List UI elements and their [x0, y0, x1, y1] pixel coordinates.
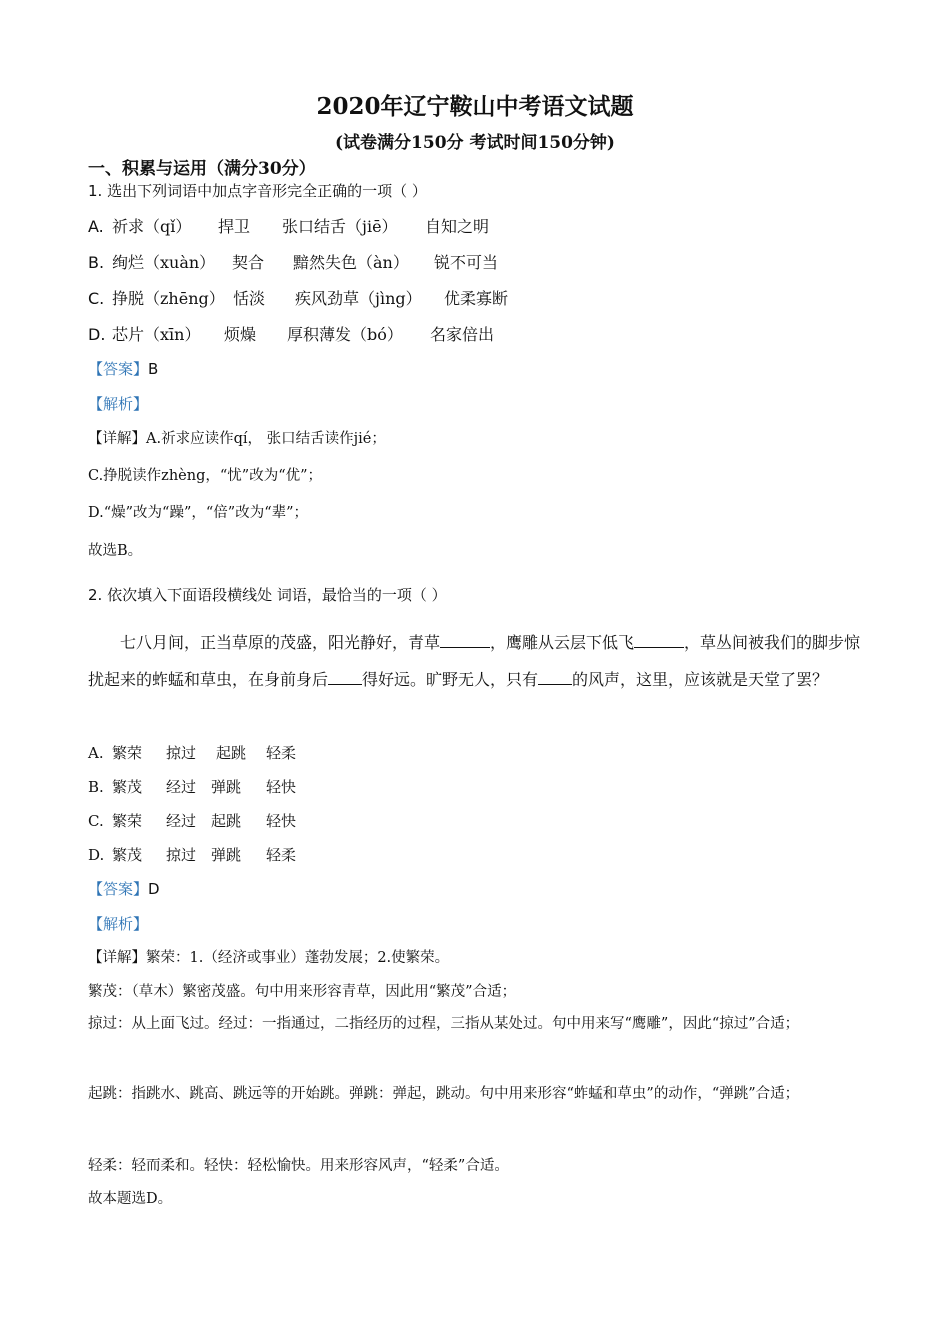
- option-item: 轻快: [266, 812, 297, 830]
- answer-tag: 【答案】: [88, 360, 149, 378]
- option-item: 轻快: [266, 778, 297, 796]
- page-title: 2020年辽宁鞍山中考语文试题: [316, 93, 634, 120]
- passage-text: 的风声，这里，应该就是天堂了罢？: [572, 670, 829, 689]
- option-label: B.: [88, 778, 104, 796]
- option-label: D.: [88, 325, 106, 344]
- question-2-detail-line: 掠过：从上面飞过。经过：一指通过，二指经历的过程，三指从某处过。句中用来写“鹰雕”，因此“掠过”合适；: [88, 1016, 800, 1032]
- option-item: 挣脱（zhēng）: [112, 289, 225, 308]
- answer-value: B: [148, 360, 159, 378]
- option-item: 祈求（qǐ）: [112, 217, 192, 236]
- question-2-detail-line: 故本题选D。: [88, 1191, 173, 1207]
- question-2-option-a: [88, 742, 296, 763]
- passage-text: ，鹰雕从云层下低飞: [490, 633, 635, 652]
- question-1-stem: 1. 选出下列词语中加点字音形完全正确的一项（ ）: [88, 182, 427, 200]
- option-item: 烦燥: [224, 325, 257, 344]
- question-2-detail-line: 起跳：指跳水、跳高、跳远等的开始跳。弹跳：弹起，跳动。句中用来形容“蚱蜢和草虫”的动作，“弹跳”合适；: [88, 1086, 800, 1102]
- option-item: 名家倍出: [430, 325, 495, 344]
- option-label: B.: [88, 253, 105, 272]
- question-2-passage: [88, 624, 863, 698]
- option-item: 疾风劲草（jìng）: [295, 289, 422, 308]
- question-2-detail-line: 【详解】繁荣：1.（经济或事业）蓬勃发展；2.使繁荣。: [88, 950, 450, 966]
- answer-value: D: [148, 880, 160, 898]
- option-item: 掠过: [166, 744, 197, 762]
- option-item: 优柔寡断: [444, 289, 509, 308]
- option-item: 契合: [232, 253, 265, 272]
- question-2-option-d: [88, 844, 296, 865]
- passage-text: 七八月间，正当草原的茂盛，阳光静好，青草: [120, 633, 441, 652]
- passage-text: 得好远。旷野无人，只有: [362, 670, 539, 689]
- question-2-stem: 2. 依次填入下面语段横线处 词语，最恰当的一项（ ）: [88, 586, 447, 604]
- option-item: 弹跳: [211, 778, 242, 796]
- question-2-answer: [88, 878, 160, 899]
- fill-blank: [440, 633, 490, 648]
- page-subtitle: (试卷满分150分 考试时间150分钟): [335, 133, 615, 153]
- question-1-detail-line: D.“燥”改为“躁”，“倍”改为“辈”；: [88, 505, 309, 521]
- option-item: 黯然失色（àn）: [293, 253, 409, 272]
- question-1-option-d: [88, 322, 494, 345]
- question-2-detail-line: 轻柔：轻而柔和。轻快：轻松愉快。用来形容风声，“轻柔”合适。: [88, 1158, 509, 1174]
- fill-blank: [634, 633, 684, 648]
- option-item: 捍卫: [218, 217, 251, 236]
- option-label: C.: [88, 289, 105, 308]
- option-item: 繁茂: [112, 846, 143, 864]
- option-item: 芯片（xīn）: [112, 325, 201, 344]
- option-item: 繁荣: [112, 744, 143, 762]
- answer-tag: 【答案】: [88, 880, 149, 898]
- option-item: 锐不可当: [434, 253, 499, 272]
- option-item: 起跳: [211, 812, 242, 830]
- fill-blank: [538, 670, 572, 685]
- option-item: 弹跳: [211, 846, 242, 864]
- question-2-detail-line: 繁茂：（草木）繁密茂盛。句中用来形容青草，因此用“繁茂”合适；: [88, 984, 517, 1000]
- option-label: C.: [88, 812, 104, 830]
- question-2-analysis-tag: 【解析】: [88, 915, 149, 933]
- option-item: 轻柔: [266, 744, 297, 762]
- question-2-option-c: [88, 810, 296, 831]
- question-1-detail-line: C.挣脱读作zhèng，“忧”改为“优”；: [88, 468, 323, 484]
- option-label: A.: [88, 217, 104, 236]
- option-item: 轻柔: [266, 846, 297, 864]
- option-item: 张口结舌（jiē）: [282, 217, 398, 236]
- question-2-option-b: [88, 776, 296, 797]
- option-item: 厚积薄发（bó）: [287, 325, 403, 344]
- option-label: D.: [88, 846, 105, 864]
- section-heading: 一、积累与运用（满分30分）: [88, 159, 316, 179]
- option-item: 起跳: [216, 744, 247, 762]
- question-1-analysis-tag: 【解析】: [88, 395, 149, 413]
- option-label: A.: [88, 744, 104, 762]
- option-item: 自知之明: [425, 217, 490, 236]
- question-1-detail-line: 【详解】A.祈求应读作qí， 张口结舌读作jié；: [88, 431, 386, 447]
- option-item: 恬淡: [233, 289, 266, 308]
- option-item: 繁荣: [112, 812, 143, 830]
- fill-blank: [328, 670, 362, 685]
- question-1-option-a: [88, 214, 489, 237]
- option-item: 繁茂: [112, 778, 143, 796]
- option-item: 绚烂（xuàn）: [112, 253, 216, 272]
- question-1-detail-line: 故选B。: [88, 543, 143, 559]
- passage-text: ，草丛间被我们的脚步惊扰起来的蚱蜢和草虫，在身前身后: [88, 633, 861, 689]
- option-item: 掠过: [166, 846, 197, 864]
- question-1-option-c: [88, 286, 508, 309]
- question-1-answer: [88, 358, 158, 379]
- option-item: 经过: [166, 812, 197, 830]
- option-item: 经过: [166, 778, 197, 796]
- question-1-option-b: [88, 250, 498, 273]
